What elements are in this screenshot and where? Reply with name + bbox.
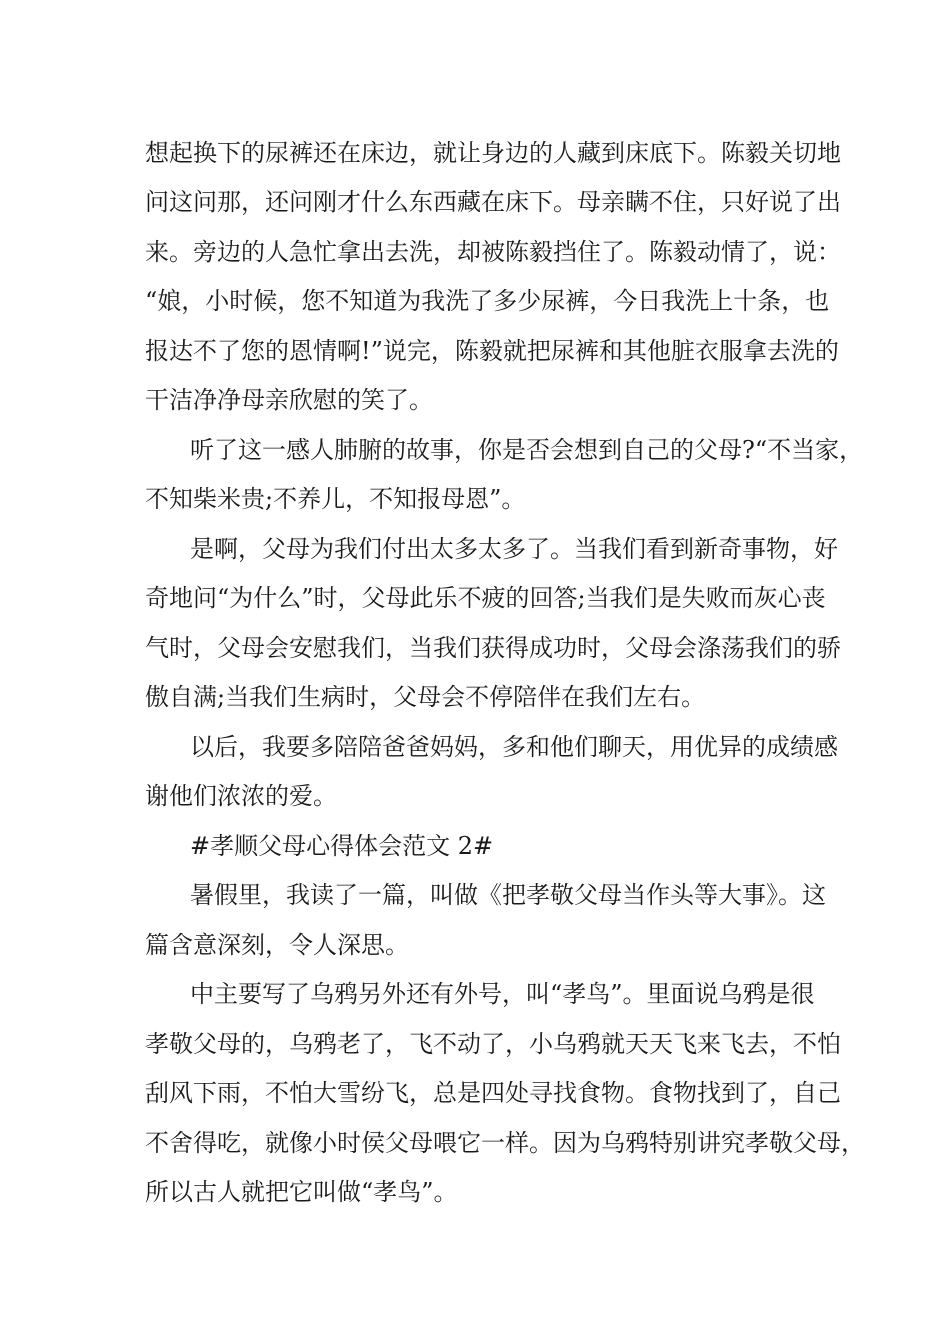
paragraph-line: 干洁净净母亲欣慰的笑了。 bbox=[145, 386, 433, 414]
paragraph-line: 所以古人就把它叫做“孝鸟”。 bbox=[145, 1178, 458, 1206]
paragraph-line: 是啊，父母为我们付出太多太多了。当我们看到新奇事物，好 bbox=[190, 535, 838, 563]
paragraph-line: 报达不了您的恩情啊!”说完，陈毅就把尿裤和其他脏衣服拿去洗的 bbox=[145, 337, 839, 365]
paragraph-line: 气时，父母会安慰我们，当我们获得成功时，父母会涤荡我们的骄 bbox=[145, 634, 841, 662]
paragraph-line: 刮风下雨，不怕大雪纷飞，总是四处寻找食物。食物找到了，自己 bbox=[145, 1079, 841, 1107]
paragraph-line: 想起换下的尿裤还在床边，就让身边的人藏到床底下。陈毅关切地 bbox=[145, 139, 841, 167]
paragraph-line: 篇含意深刻，令人深思。 bbox=[145, 931, 409, 959]
paragraph-line: 问这问那，还问刚才什么东西藏在床下。母亲瞒不住，只好说了出 bbox=[145, 188, 841, 216]
paragraph-line: 暑假里，我读了一篇，叫做《把孝敬父母当作头等大事》。这 bbox=[190, 881, 826, 909]
paragraph-line: 傲自满;当我们生病时，父母会不停陪伴在我们左右。 bbox=[145, 683, 706, 711]
paragraph-line: 不舍得吃，就像小时侯父母喂它一样。因为乌鸦特别讲究孝敬父母， bbox=[145, 1129, 865, 1157]
paragraph-line: 不知柴米贵;不养儿，不知报母恩”。 bbox=[145, 485, 526, 513]
paragraph-line: 听了这一感人肺腑的故事，你是否会想到自己的父母?“不当家， bbox=[190, 436, 864, 464]
paragraph-line: 来。旁边的人急忙拿出去洗，却被陈毅挡住了。陈毅动情了，说： bbox=[145, 238, 841, 266]
paragraph-line: 中主要写了乌鸦另外还有外号，叫“孝鸟”。里面说乌鸦是很 bbox=[190, 980, 815, 1008]
paragraph-line: 奇地问“为什么”时，父母此乐不疲的回答;当我们是失败而灰心丧 bbox=[145, 584, 826, 612]
paragraph-line: 孝敬父母的，乌鸦老了，飞不动了，小乌鸦就天天飞来飞去，不怕 bbox=[145, 1030, 841, 1058]
paragraph-line: “娘，小时候，您不知道为我洗了多少尿裤，今日我洗上十条，也 bbox=[145, 287, 830, 315]
paragraph-line: 谢他们浓浓的爱。 bbox=[145, 782, 337, 810]
paragraph-line: 以后，我要多陪陪爸爸妈妈，多和他们聊天，用优异的成绩感 bbox=[190, 733, 838, 761]
section-heading: #孝顺父母心得体会范文 2# bbox=[190, 832, 494, 860]
